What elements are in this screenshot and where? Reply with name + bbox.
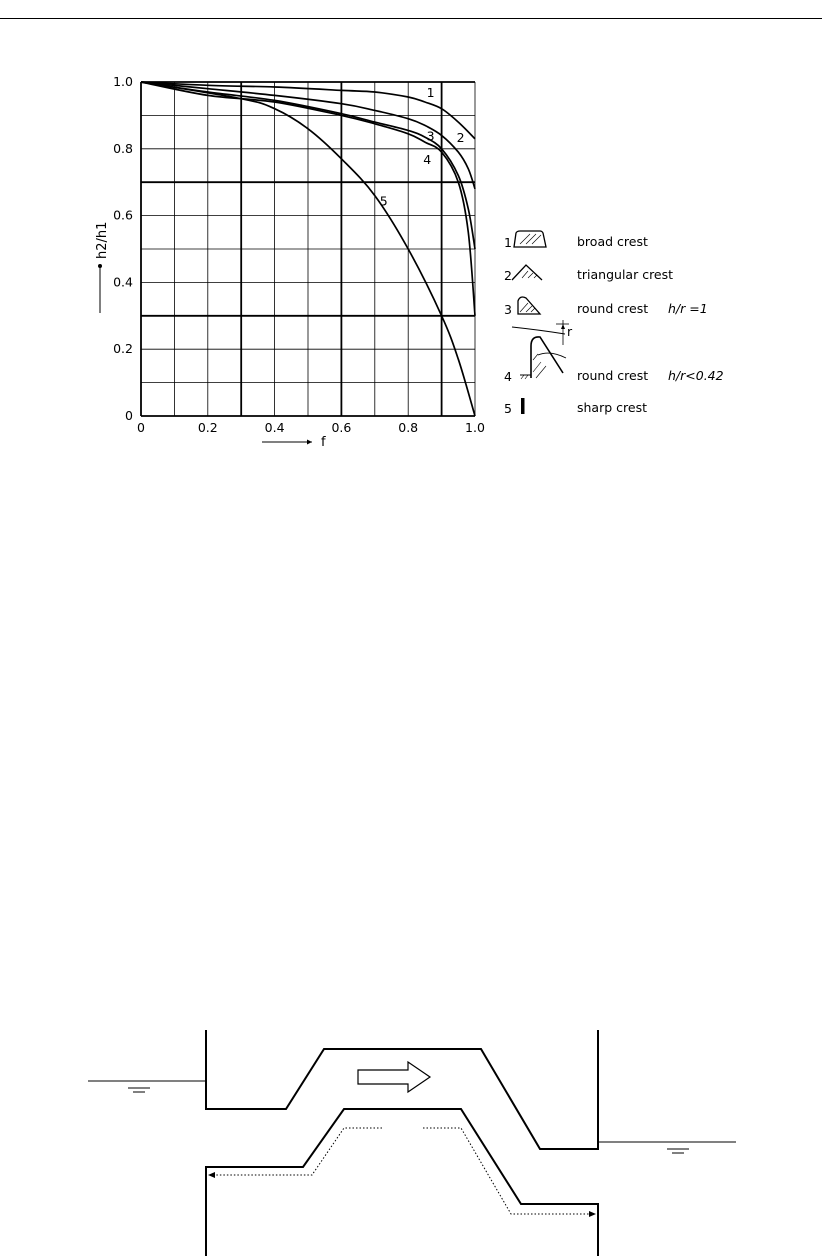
round-crest-detail-icon — [512, 320, 573, 379]
legend-num: 5 — [504, 401, 512, 416]
legend-label: broad crest — [577, 234, 648, 249]
curve-labels — [380, 85, 465, 209]
x-tick-label: 0.2 — [197, 420, 218, 435]
legend-entry-round-crest-1 — [504, 297, 708, 317]
legend-label: triangular crest — [577, 267, 674, 282]
legend-num: 1 — [504, 235, 512, 250]
y-tick-label: 0.4 — [113, 274, 133, 290]
x-tick-label: 0.4 — [264, 420, 285, 435]
x-tick-label: 0.6 — [331, 420, 352, 435]
r-dimension-label: r — [567, 324, 573, 339]
legend-label: sharp crest — [577, 400, 647, 415]
y-tick-label: 0.2 — [113, 341, 133, 357]
flow-arrow-icon — [358, 1062, 430, 1092]
x-axis-label-text: f — [321, 435, 326, 450]
y-tick-label: 0.8 — [113, 140, 133, 156]
legend-param: h/r =1 — [668, 301, 708, 316]
curve-label: 1 — [426, 85, 435, 101]
legend-label: round crest — [577, 368, 649, 383]
curve-label: 2 — [456, 130, 465, 146]
downstream-water-level — [598, 1142, 736, 1153]
legend-entry-broad-crest — [504, 231, 648, 250]
upstream-water-level — [88, 1081, 206, 1092]
legend-entry-triangular-crest — [504, 265, 673, 283]
x-tick-label: 0 — [137, 420, 145, 435]
curve-label: 4 — [423, 151, 432, 167]
dotted-streamline-left — [208, 1128, 382, 1178]
chart-grid — [141, 82, 475, 416]
broad-crest-icon — [514, 231, 546, 247]
y-axis-label-text: h2/h1 — [95, 221, 110, 259]
chart-legend — [504, 231, 724, 416]
lower-channel-wall — [206, 1109, 598, 1256]
y-tick-label: 0.6 — [113, 207, 133, 223]
legend-label: round crest — [577, 301, 649, 316]
legend-num: 4 — [504, 369, 512, 384]
x-axis-label — [262, 435, 326, 450]
y-axis-label — [95, 222, 110, 313]
y-tick-label: 0 — [125, 408, 133, 423]
round-crest-icon — [518, 297, 540, 314]
weir-submergence-chart — [0, 0, 822, 480]
x-tick-label: 1.0 — [465, 420, 485, 435]
legend-param: h/r<0.42 — [668, 368, 724, 383]
curve-label: 5 — [379, 193, 388, 209]
legend-entry-sharp-crest — [504, 398, 647, 416]
legend-num: 3 — [504, 302, 512, 317]
legend-num: 2 — [504, 268, 512, 283]
legend-entry-round-crest-2 — [504, 320, 724, 384]
triangular-crest-icon — [512, 265, 542, 280]
y-tick-label: 1.0 — [113, 74, 133, 89]
curve-label: 3 — [426, 128, 435, 144]
upper-channel-wall — [206, 1030, 598, 1149]
x-tick-label: 0.8 — [398, 420, 419, 435]
sharp-crest-icon — [521, 398, 525, 414]
flow-passage-diagram — [0, 1000, 822, 1256]
